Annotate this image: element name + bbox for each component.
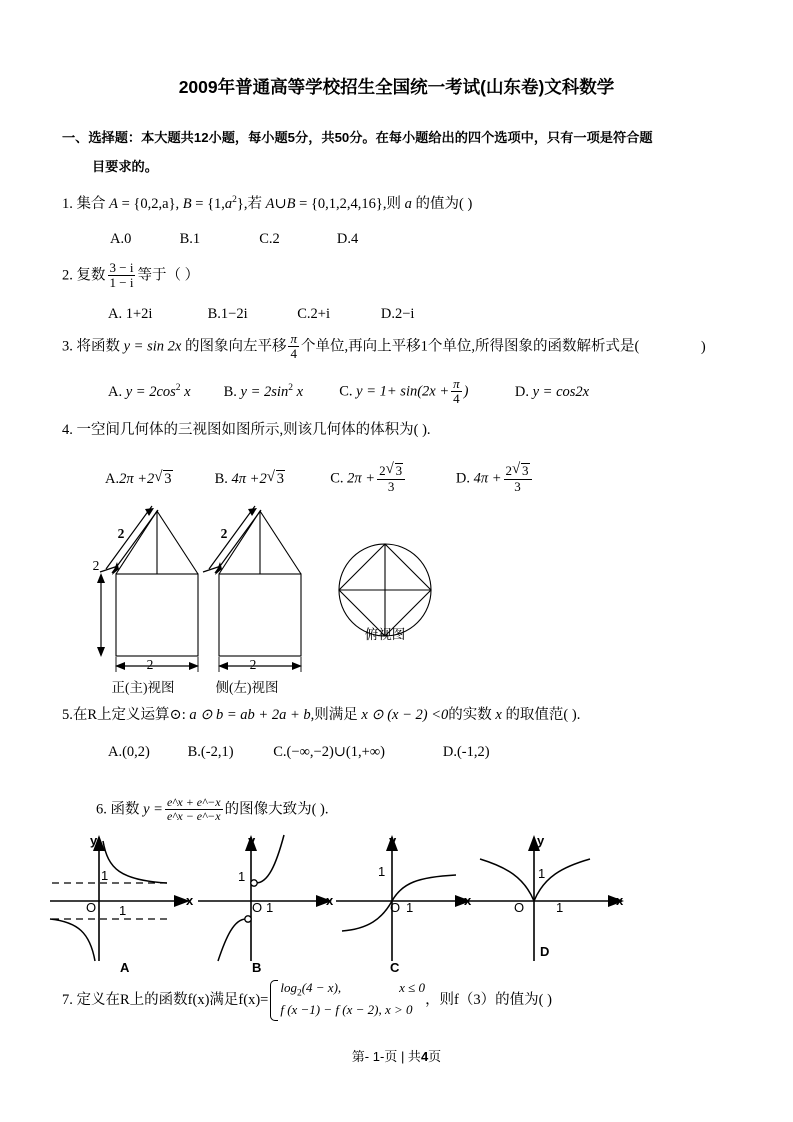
q5-variable: x (495, 707, 502, 723)
q3-option-c-rhs: ) (463, 383, 469, 400)
q6-fn-lhs: y = (143, 801, 163, 818)
q5-end: 的取值范( ). (505, 707, 581, 723)
graph-d-origin-label: O (514, 900, 525, 915)
graph-a-y-axis-label: y (90, 833, 98, 848)
front-view-height-label: 2 (92, 558, 100, 573)
q1-set-b-var: B (182, 196, 192, 212)
graph-a-origin-label: O (86, 900, 97, 915)
q2-option-b[interactable]: B.1−2i (207, 306, 248, 322)
q7-tail: ，则f（3）的值为( ) (425, 991, 552, 1008)
q3-fraction-numerator: π (290, 331, 297, 346)
side-view-slant-label: 2 (220, 526, 228, 541)
q6-fraction-numerator: e^x + e^−x (166, 795, 221, 809)
q3-mid2: 个单位,再向上平移1个单位,所得图象的函数解析式是( (300, 338, 640, 355)
q1-option-d[interactable]: D.4 (336, 231, 359, 247)
q1-option-b[interactable]: B.1 (179, 231, 201, 247)
graph-c-x-axis-label: x (464, 893, 472, 908)
graph-c-origin-label: O (390, 900, 401, 915)
graph-d-y-axis-label: y (537, 833, 545, 848)
q1-eq3: = (299, 196, 308, 212)
q2-lead: 复数 (76, 267, 106, 284)
footer-page-number: 1 (372, 1049, 380, 1064)
q1-comma1: , (175, 196, 180, 212)
q4-option-c-num (377, 463, 405, 479)
q1-number: 1. (62, 196, 73, 212)
q7-case-2 (280, 1001, 425, 1020)
q3-option-b-lhs: y = 2sin (240, 383, 289, 400)
q2-option-d[interactable]: D.2−i (380, 306, 415, 322)
q1-union-left: A (265, 196, 275, 212)
q5-lead: 在R上定义运算⊙: (72, 707, 186, 723)
q2-option-c[interactable]: C.2+i (297, 306, 331, 322)
q3-option-d[interactable] (515, 384, 589, 401)
q3-option-c-label: C. (339, 383, 353, 400)
q1-set-union: {0,1,2,4,16} (310, 196, 383, 212)
graph-c-y-axis-label: y (389, 833, 397, 848)
q3-option-c[interactable] (339, 378, 511, 407)
q4-option-c-label: C. (330, 470, 344, 487)
q4-option-d-radical (512, 463, 530, 479)
question-6-stem (96, 797, 329, 823)
q7-case1-base: 2 (296, 988, 302, 999)
graph-a-label: A (120, 960, 130, 975)
q4-option-a-lead: 2π +2 (119, 470, 155, 487)
section-heading-line1: 一、选择题：本大题共12小题，每小题5分，共50分。在每小题给出的四个选项中，只有一项是符合题 (62, 130, 653, 145)
side-view-width-label: 2 (249, 657, 257, 672)
graph-b-x-axis-label: x (326, 893, 334, 908)
q7-case1-fn: log (280, 980, 297, 995)
footer-middle: -页 | 共 (380, 1049, 421, 1064)
q3-option-a-rhs: x (184, 383, 191, 400)
front-view-slant-label: 2 (117, 526, 125, 541)
q4-option-b-label: B. (214, 470, 228, 487)
q4-option-c-radicand: 3 (395, 463, 403, 478)
graph-b-label: B (252, 960, 262, 975)
question-2-stem (62, 262, 199, 291)
side-view-caption: 侧(左)视图 (215, 680, 279, 695)
q7-case1-arg: (4 − x), (301, 980, 342, 995)
q4-option-c-lead: 2π + (347, 470, 376, 487)
q3-option-b-rhs: x (296, 383, 304, 400)
q3-option-c-den: 4 (451, 391, 462, 406)
q5-inequality: x ⊙ (x − 2) <0 (361, 707, 449, 723)
graph-d-x-axis-label: x (616, 893, 624, 908)
question-5-stem (62, 703, 580, 724)
q4-option-d-radicand: 3 (522, 463, 529, 478)
three-view-figure (88, 484, 468, 684)
q5-option-c[interactable]: C.(−∞,−2)∪(1,+∞) (273, 744, 385, 760)
q4-option-d-label: D. (455, 470, 470, 487)
q4-option-c-den: 3 (377, 479, 405, 494)
question-1-stem (62, 192, 472, 213)
q4-option-d-num-lead: 2 (505, 463, 513, 478)
q7-number: 7. (62, 991, 73, 1008)
top-view-caption: 俯视图 (364, 627, 406, 642)
question-1-options (110, 231, 358, 248)
q6-fraction-denominator: e^x − e^−x (166, 808, 221, 823)
graph-d-x-tick-label: 1 (556, 900, 564, 915)
q1-set-b-exp: 2 (232, 195, 237, 206)
q3-option-c-lhs: y = 1+ sin(2x + (356, 383, 450, 400)
q7-case2-condition: x > 0 (384, 1002, 413, 1018)
question-2-options (108, 306, 414, 323)
footer-total-pages: 4 (420, 1049, 429, 1064)
q1-tail-pre: ,则 (382, 196, 401, 212)
graph-b-y-axis-label: y (248, 833, 256, 848)
q3-number: 3. (62, 338, 73, 355)
q6-number: 6. (96, 801, 107, 818)
q6-lead: 函数 (110, 801, 140, 818)
q3-fraction (288, 332, 299, 361)
q5-option-d[interactable]: D.(-1,2) (442, 744, 490, 760)
q6-fraction (165, 796, 223, 822)
q3-lead: 将函数 (76, 338, 120, 355)
q3-option-b[interactable] (224, 383, 336, 401)
q2-fraction-numerator: 3 − i (109, 260, 134, 275)
footer-suffix: 页 (428, 1049, 442, 1064)
q2-tail: 等于（ ） (137, 267, 200, 284)
graph-a-x-tick-label: 1 (119, 903, 127, 918)
question-7-stem (62, 980, 552, 1021)
q4-option-d-den: 3 (504, 479, 532, 494)
q3-option-d-label: D. (514, 383, 529, 400)
q1-eq1: = (121, 196, 130, 212)
q1-set-b-open: {1, (207, 196, 225, 212)
q4-option-d-num (504, 463, 532, 479)
graph-a-x-axis-label: x (186, 893, 194, 908)
q1-option-c[interactable]: C.2 (259, 231, 280, 247)
q5-option-b[interactable]: B.(-2,1) (187, 744, 234, 760)
q4-text: 一空间几何体的三视图如图所示,则该几何体的体积为( ). (76, 422, 431, 438)
q4-option-d-lead: 4π + (473, 470, 502, 487)
q7-case-1 (280, 979, 425, 1001)
q3-option-c-num: π (453, 376, 460, 391)
question-3-stem (62, 333, 706, 362)
q1-option-a[interactable]: A.0 (110, 231, 132, 247)
q3-option-d-lhs: y = cos2x (532, 383, 590, 400)
graph-c-y-tick-label: 1 (378, 864, 386, 879)
q1-set-a-var: A (109, 196, 118, 212)
q7-case1-condition: x ≤ 0 (399, 980, 426, 995)
graph-b-origin-label: O (252, 900, 263, 915)
q4-option-b-radicand: 3 (276, 470, 284, 487)
q2-fraction-denominator: 1 − i (109, 274, 134, 290)
q7-piecewise (268, 979, 425, 1020)
q4-option-c-num-lead: 2 (379, 463, 386, 478)
graph-d-y-tick-label: 1 (538, 866, 546, 881)
graph-b-y-tick-label: 1 (238, 869, 246, 884)
q5-definition: a ⊙ b = ab + 2a + b (189, 707, 311, 723)
footer-prefix: 第- (351, 1049, 370, 1064)
front-view-caption: 正(主)视图 (111, 680, 175, 695)
q3-option-c-fraction (451, 377, 462, 406)
section-heading-line2: 目要求的。 (92, 159, 158, 174)
graph-b-x-tick-label: 1 (266, 900, 274, 915)
q1-set-b-close: } (236, 196, 244, 212)
q2-fraction (108, 261, 136, 290)
question-6-graph-a (42, 833, 197, 968)
graph-d-label: D (540, 944, 550, 959)
q5-mid: ,则满足 (310, 707, 358, 723)
graph-a-y-tick-label: 1 (101, 868, 109, 883)
q1-eq2: = (195, 196, 204, 212)
section-heading (62, 123, 752, 181)
front-view-width-label: 2 (146, 657, 154, 672)
graph-c-x-tick-label: 1 (406, 900, 414, 915)
q1-tail-post: 的值为( ) (415, 196, 473, 212)
q5-post: 的实数 (448, 707, 492, 723)
q3-option-a-pow: 2 (175, 382, 181, 393)
q1-tail-var: a (404, 196, 412, 212)
q7-case2-fn: f (x −1) − f (x − 2), (280, 1002, 382, 1018)
q4-option-a-label: A. (105, 470, 120, 487)
q4-number: 4. (62, 422, 73, 438)
q3-function: y = sin 2x (123, 338, 182, 355)
q1-set-a: {0,2,a} (133, 196, 176, 212)
graph-c-label: C (390, 960, 400, 975)
page-footer (0, 1046, 793, 1065)
q3-end: ) (700, 338, 706, 355)
q3-option-b-label: B. (223, 383, 237, 400)
q4-option-b-lead: 4π +2 (231, 470, 267, 487)
q5-option-a[interactable]: A.(0,2) (108, 744, 150, 760)
q1-union-symbol: ∪ (274, 196, 287, 212)
q4-option-a-radicand: 3 (164, 470, 172, 487)
q1-union-right: B (286, 196, 296, 212)
q3-option-a[interactable] (108, 383, 220, 401)
page-title: 2009年普通高等学校招生全国统一考试(山东卷)文科数学 (178, 77, 615, 97)
question-4-stem (62, 418, 431, 439)
q3-option-a-label: A. (108, 383, 123, 400)
q3-option-b-pow: 2 (288, 382, 293, 393)
q1-set-b-var2: a (224, 196, 233, 212)
q2-option-a[interactable]: A. 1+2i (108, 306, 153, 322)
q4-option-d-fraction (504, 463, 532, 494)
q3-fraction-denominator: 4 (288, 346, 299, 361)
q3-mid: 的图象向左平移 (184, 338, 287, 355)
q7-lead: 定义在R上的函数f(x)满足f(x)= (76, 991, 269, 1008)
q1-lead: 集合 (76, 196, 106, 212)
question-5-options (108, 744, 490, 761)
q1-comma2: ,若 (243, 196, 263, 212)
q4-option-c-radical (386, 463, 404, 479)
question-6-graph-d (462, 833, 637, 968)
q5-number: 5. (62, 707, 73, 723)
q2-number: 2. (62, 267, 73, 284)
q3-option-a-lhs: y = 2cos (125, 383, 176, 400)
question-3-options (108, 378, 589, 407)
q6-tail: 的图像大致为( ). (224, 801, 329, 818)
